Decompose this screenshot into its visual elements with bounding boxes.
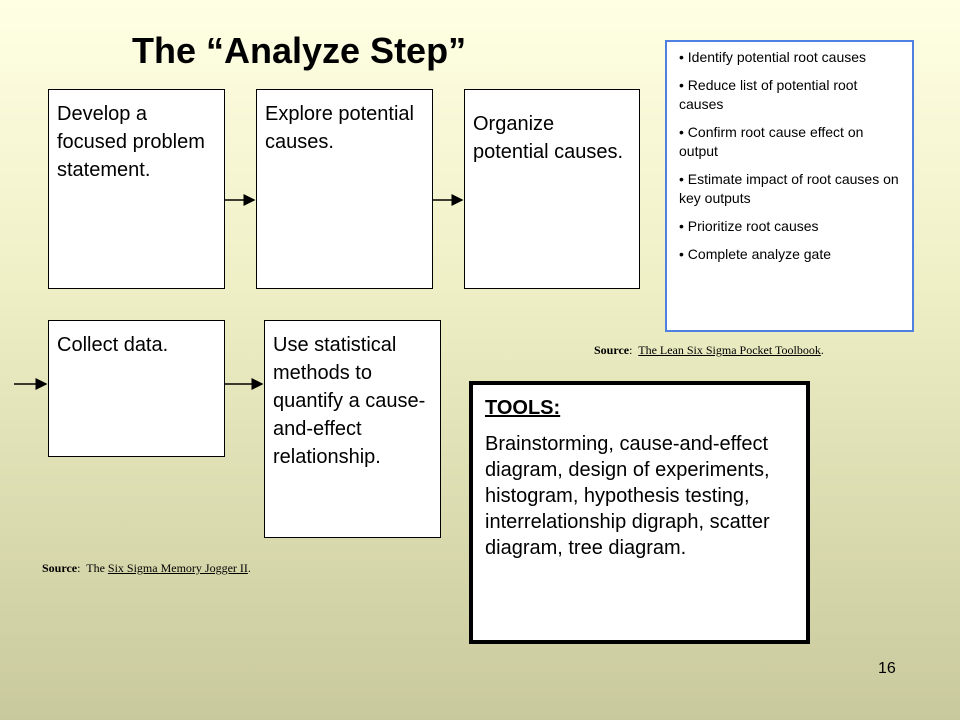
step-box-collect-data: Collect data. [48, 320, 225, 457]
source-book-link[interactable]: Six Sigma Memory Jogger II [107, 561, 248, 575]
source-book-link[interactable]: The Lean Six Sigma Pocket Toolbook [638, 343, 821, 357]
source-citation-memory-jogger: Source: The Six Sigma Memory Jogger II. [42, 561, 251, 575]
step-box-explore-causes: Explore potential causes. [256, 89, 433, 289]
checklist-item: • Complete analyze gate [679, 246, 831, 262]
source-citation-toolbook: Source: The Lean Six Sigma Pocket Toolbook. [594, 343, 824, 357]
page-number: 16 [878, 660, 896, 677]
slide-title: The “Analyze Step” [132, 30, 467, 71]
tools-box [469, 381, 810, 644]
analyze-checklist [665, 40, 914, 332]
tools-list-text: Brainstorming, cause-and-effect diagram, design of experiments, histogram, hypothesis testing, interrelationship digraph, scatter diagram, tree diagram. [485, 433, 770, 559]
checklist-item: • Reduce list of potential root causes [679, 77, 858, 112]
checklist-item: • Confirm root cause effect on output [679, 124, 864, 159]
step-box-problem-statement: Develop a focused problem statement. [48, 89, 225, 289]
checklist-item: • Prioritize root causes [679, 218, 819, 234]
checklist-item: • Identify potential root causes [679, 49, 867, 65]
checklist-item: • Estimate impact of root causes on key outputs [679, 171, 899, 206]
step-box-organize-causes: Organize potential causes. [464, 89, 640, 289]
step-box-statistical-methods: Use statistical methods to quantify a cause-and-effect relationship. [264, 320, 441, 538]
tools-heading: TOOLS: [485, 397, 561, 419]
